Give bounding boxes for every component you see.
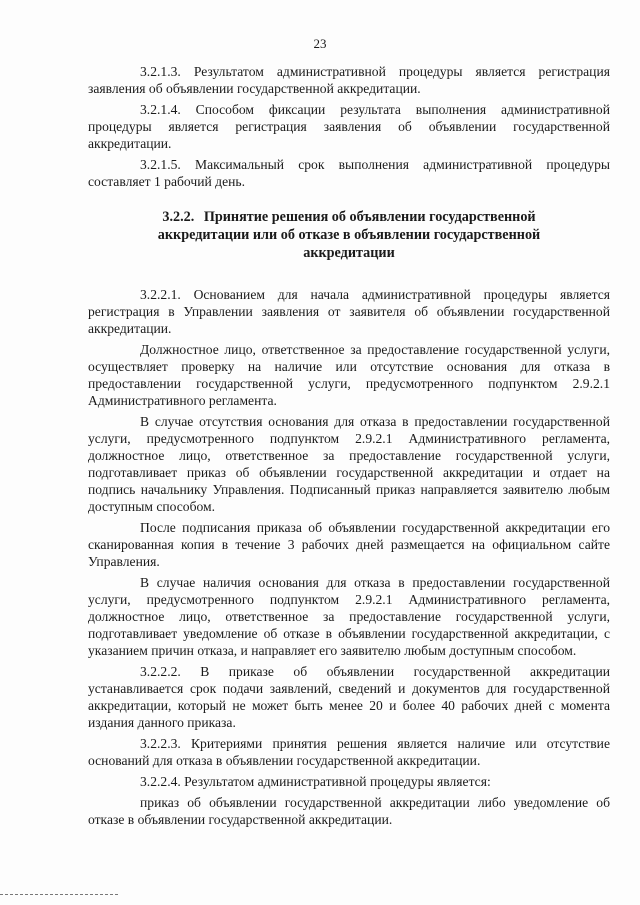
page-number: 23 — [313, 36, 327, 51]
paragraph-no-refusal-case: В случае отсутствия основания для отказа в предоставлении государственной услуги, предусмотренного подпунктом 2.9.2.1 Административного регламента, должностное лицо, ответственное за предоставление государственной услуги, подготавливает приказ об объявлении государственной аккредитации и отдает на подпись начальнику Управления. Подписанный приказ направляется заявителю любым доступным способом. — [88, 414, 610, 514]
paragraph-3-2-2-2: 3.2.2.2. В приказе об объявлении государственной аккредитации устанавливается срок подачи заявлений, сведений и документов для государственной аккредитации, который не может быть менее 20 и более 40 рабочих дней с момента издания данного приказа. — [88, 664, 610, 730]
section-heading — [88, 208, 610, 262]
paragraph-3-2-2-3: 3.2.2.3. Критериями принятия решения является наличие или отсутствие оснований для отказа в объявлении государственной аккредитации. — [88, 736, 610, 768]
paragraph-result-list-item: приказ об объявлении государственной аккредитации либо уведомление об отказе в объявлении государственной аккредитации. — [88, 795, 610, 827]
paragraph-refusal-case: В случае наличия основания для отказа в предоставлении государственной услуги, предусмотренного подпунктом 2.9.2.1 Административного регламента, должностное лицо, ответственное за предоставление государственной услуги, подготавливает уведомление об отказе в объявлении государственной аккредитации, с указанием причин отказа, и направляет его заявителю любым доступным способом. — [88, 575, 610, 658]
footer-divider — [0, 894, 118, 895]
paragraph-3-2-1-4: 3.2.1.4. Способом фиксации результата выполнения административной процедуры является регистрация заявления об объявлении государственной аккредитации. — [88, 102, 610, 151]
paragraph-3-2-1-5: 3.2.1.5. Максимальный срок выполнения административной процедуры составляет 1 рабочий день. — [88, 157, 610, 189]
paragraph-after-signing: После подписания приказа об объявлении государственной аккредитации его сканированная копия в течение 3 рабочих дней размещается на официальном сайте Управления. — [88, 520, 610, 569]
section-number: 3.2.2. — [162, 209, 195, 225]
paragraph-3-2-2-1: 3.2.2.1. Основанием для начала административной процедуры является регистрация в Управлении заявления от заявителя об объявлении государственной аккредитации. — [88, 287, 610, 336]
paragraph-3-2-2-4: 3.2.2.4. Результатом административной процедуры является: — [140, 774, 491, 789]
document-body — [88, 63, 610, 832]
section-title: Принятие решения об объявлении государственной аккредитации или об отказе в объявлении государственной аккредитации — [157, 209, 541, 261]
paragraph-official-check: Должностное лицо, ответственное за предоставление государственной услуги, осуществляет проверку на наличие или отсутствие основания для отказа в предоставлении государственной услуги, предусмотренного подпунктом 2.9.2.1 Административного регламента. — [88, 342, 610, 408]
paragraph-3-2-1-3: 3.2.1.3. Результатом административной процедуры является регистрация заявления об объявлении государственной аккредитации. — [88, 64, 610, 96]
